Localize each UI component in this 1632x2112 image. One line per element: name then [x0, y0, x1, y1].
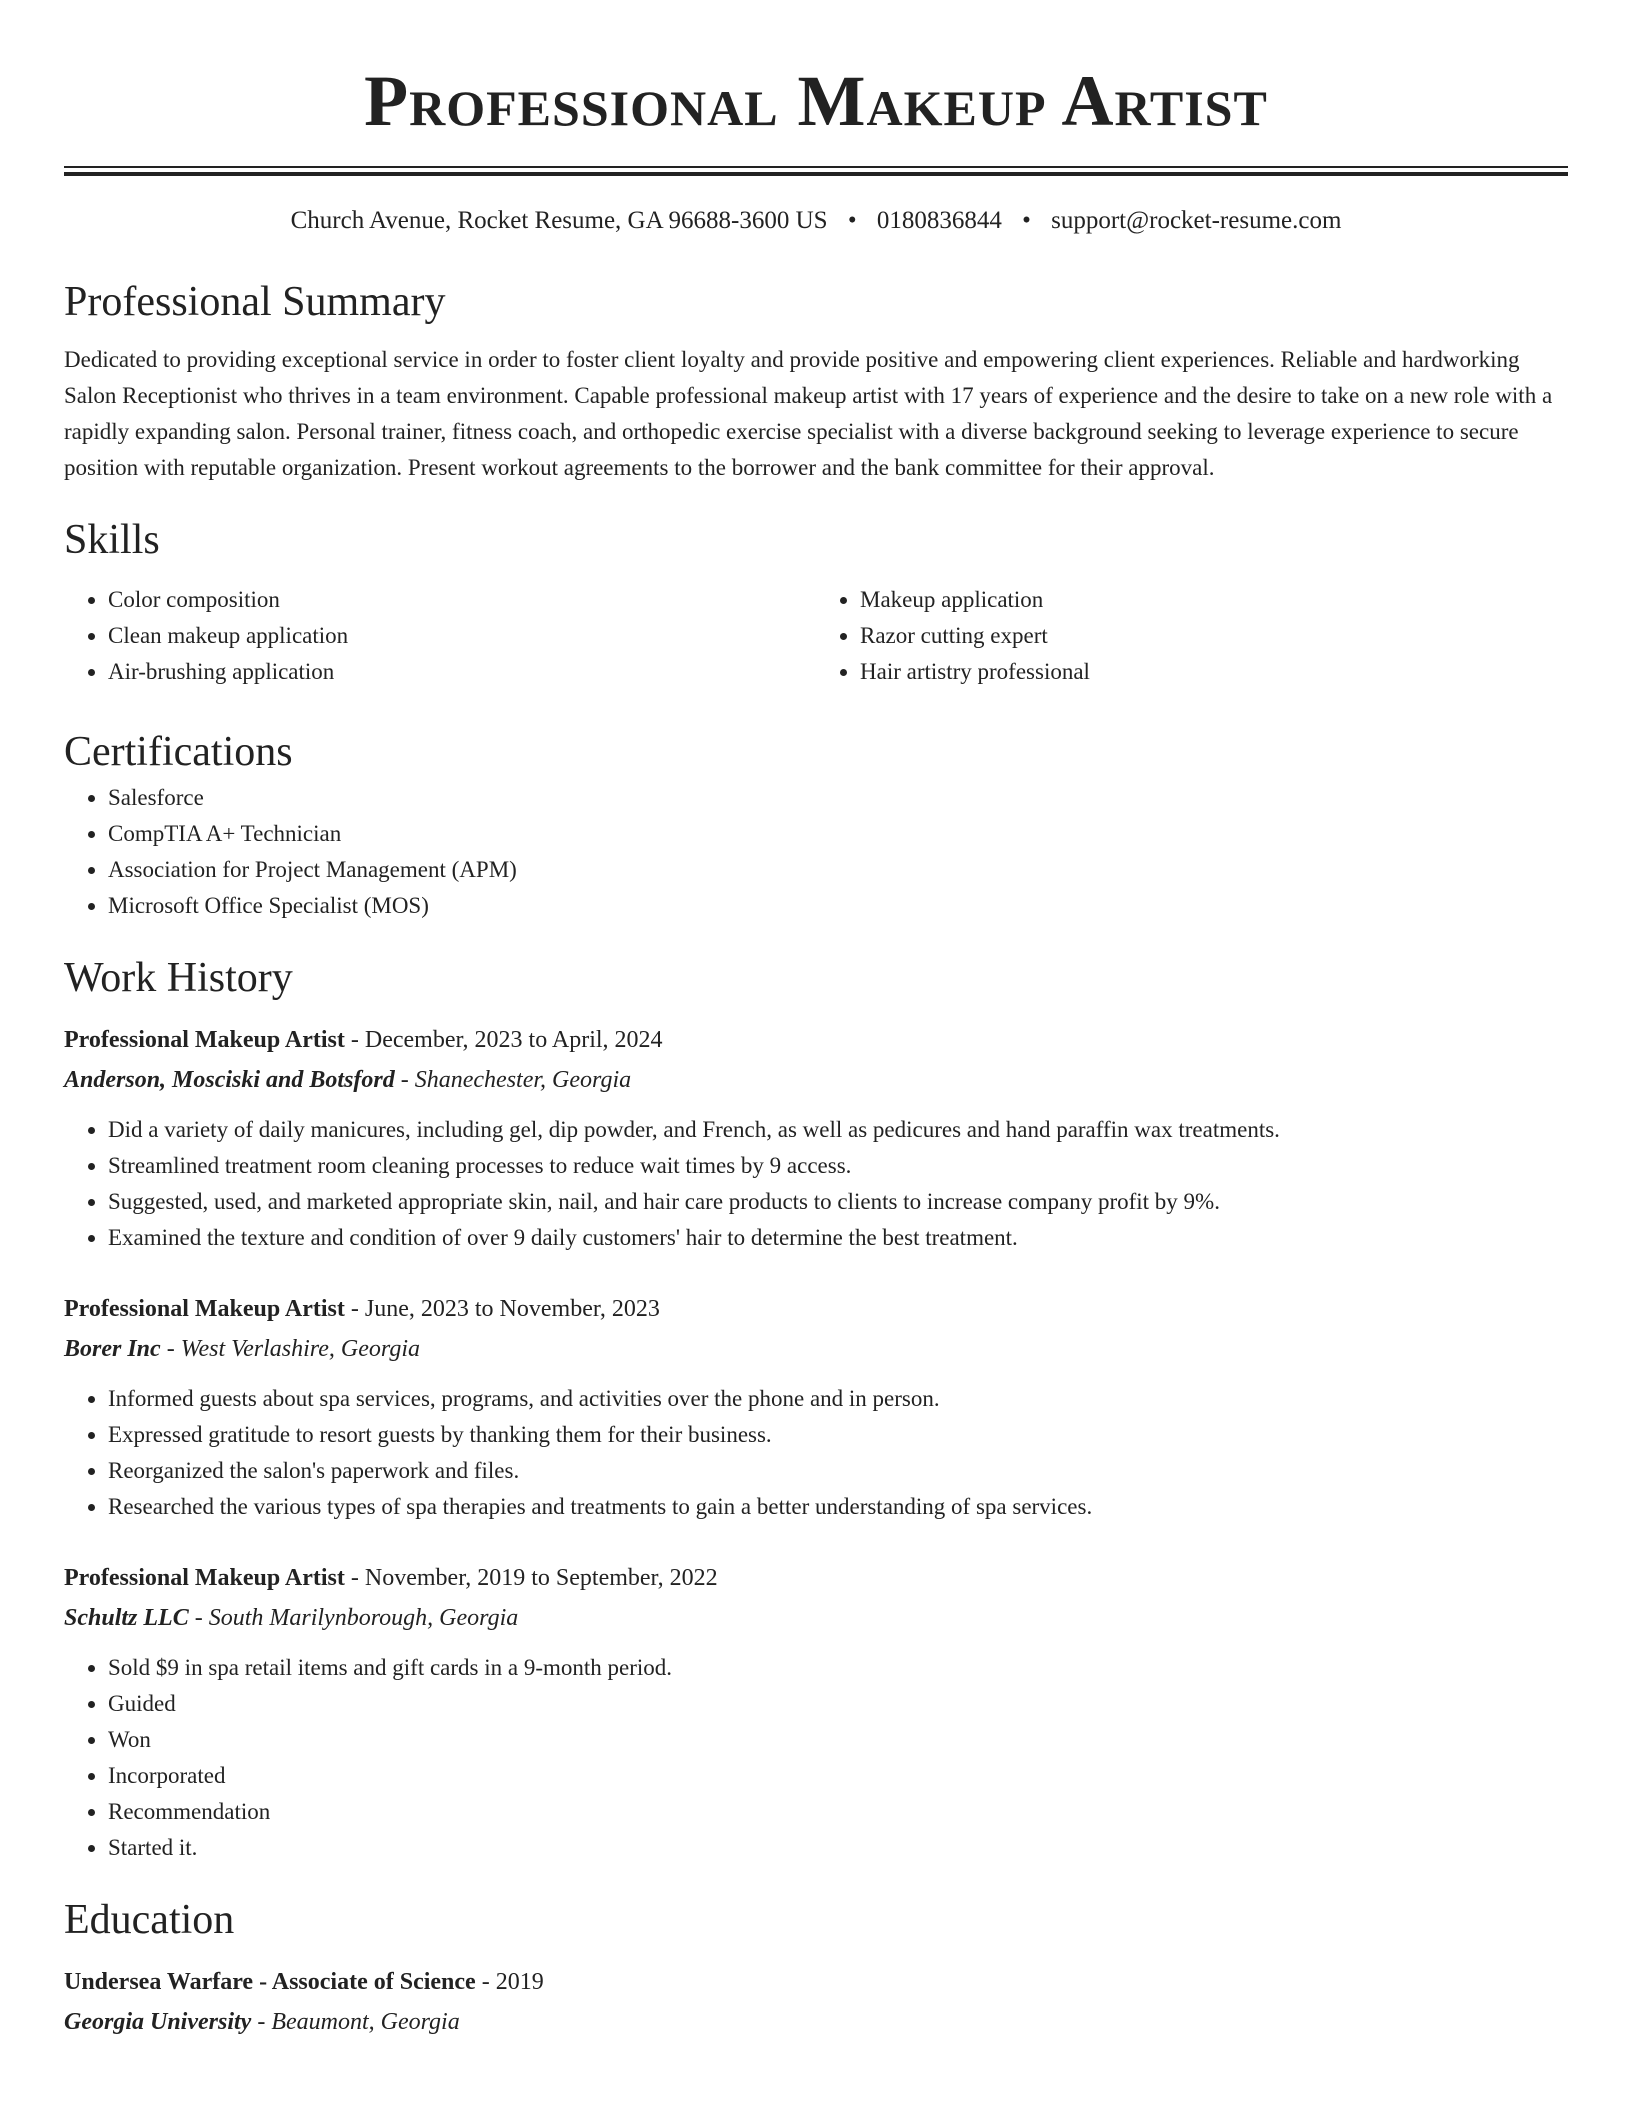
job-title-line — [64, 1020, 1568, 1060]
summary-paragraph: Dedicated to providing exceptional service in order to foster client loyalty and provide positive and empowering client experiences. Reliable and hardworking Salon Receptionist who thrives in a team environment. Capable professional makeup artist with 17 years of experience and the desire to take on a new role with a rapidly expanding salon. Personal trainer, fitness coach, and orthopedic exercise specialist with a diverse background seeking to leverage experience to secure position with reputable organization. Present workout agreements to the borrower and the bank committee for their approval. — [64, 347, 1553, 480]
job-company-line — [64, 1598, 1568, 1638]
education-school: Georgia University — [64, 2009, 252, 2035]
job-location: Shanechester, Georgia — [414, 1067, 632, 1093]
certification-item: • Salesforce — [108, 780, 1568, 816]
certifications-heading: Certifications — [64, 729, 293, 775]
job-dates: December, 2023 to April, 2024 — [364, 1027, 663, 1053]
job-bullets — [64, 1650, 1568, 1866]
job-bullet: • Researched the various types of spa therapies and treatments to gain a better understanding of spa services. — [108, 1489, 1568, 1525]
job-bullets — [64, 1112, 1568, 1256]
job-role: Professional Makeup Artist — [64, 1027, 345, 1053]
education-year: 2019 — [495, 1969, 544, 1995]
certifications-list — [64, 780, 1568, 924]
education-location: Beaumont, Georgia — [271, 2009, 460, 2035]
job-company-line — [64, 1329, 1568, 1369]
job-bullet: • Did a variety of daily manicures, including gel, dip powder, and French, as well as pedicures and hand paraffin wax treatments. — [108, 1112, 1568, 1148]
header-divider — [64, 166, 1568, 168]
job-company-line — [64, 1060, 1568, 1100]
bullet-separator: • — [847, 207, 857, 234]
certification-item: • Association for Project Management (APM) — [108, 852, 1568, 888]
education-degree: Undersea Warfare - Associate of Science — [64, 1969, 476, 1995]
job-location: West Verlashire, Georgia — [180, 1336, 421, 1362]
education-school-line — [64, 2002, 1568, 2042]
resume-name: Professional Makeup Artist — [364, 61, 1268, 141]
dash-separator: - — [344, 1296, 365, 1322]
bullet-separator: • — [1022, 207, 1031, 234]
job-location: South Marilynborough, Georgia — [208, 1605, 519, 1631]
job-role: Professional Makeup Artist — [64, 1565, 345, 1591]
certification-item: • CompTIA A+ Technician — [108, 816, 1568, 852]
dash-separator: - — [188, 1605, 209, 1631]
skill-item: • Clean makeup application — [108, 618, 816, 654]
contact-phone: 0180836844 — [876, 207, 1002, 234]
skill-item: • Makeup application — [860, 582, 1568, 618]
job-entry — [64, 1558, 1568, 1866]
work-history-heading: Work History — [64, 955, 293, 1001]
job-dates: November, 2019 to September, 2022 — [364, 1565, 718, 1591]
job-company: Schultz LLC — [64, 1605, 189, 1631]
job-bullets — [64, 1381, 1568, 1525]
skills-grid — [64, 582, 1568, 690]
certification-item: • Microsoft Office Specialist (MOS) — [108, 888, 1568, 924]
job-dates: June, 2023 to November, 2023 — [364, 1296, 660, 1322]
job-bullet: • Sold $9 in spa retail items and gift cards in a 9-month period. — [108, 1650, 1568, 1686]
dash-separator: - — [344, 1027, 365, 1053]
job-bullet: • Expressed gratitude to resort guests by thanking them for their business. — [108, 1417, 1568, 1453]
dash-separator: - — [394, 1067, 415, 1093]
dash-separator: - — [344, 1565, 365, 1591]
job-bullet: • Started it. — [108, 1830, 1568, 1866]
job-bullet: • Informed guests about spa services, programs, and activities over the phone and in person. — [108, 1381, 1568, 1417]
job-title-line — [64, 1558, 1568, 1598]
summary-heading: Professional Summary — [64, 279, 446, 325]
contact-line — [64, 204, 1568, 238]
skills-column-left — [64, 582, 816, 690]
skill-item: • Hair artistry professional — [860, 654, 1568, 690]
contact-address: Church Avenue, Rocket Resume, GA 96688-3600 US — [290, 207, 828, 234]
job-role: Professional Makeup Artist — [64, 1296, 345, 1322]
job-bullet: • Examined the texture and condition of over 9 daily customers' hair to determine the best treatment. — [108, 1220, 1568, 1256]
dash-separator: - — [251, 2009, 272, 2035]
skills-list-left — [64, 582, 816, 690]
skill-item: • Color composition — [108, 582, 816, 618]
job-bullet: • Won — [108, 1722, 1568, 1758]
job-bullet: • Guided — [108, 1686, 1568, 1722]
skill-item: • Air-brushing application — [108, 654, 816, 690]
education-entry — [64, 1962, 1568, 2042]
skills-column-right — [816, 582, 1568, 690]
dash-separator: - — [475, 1969, 496, 1995]
dash-separator: - — [160, 1336, 181, 1362]
skill-item: • Razor cutting expert — [860, 618, 1568, 654]
job-bullet: • Incorporated — [108, 1758, 1568, 1794]
skills-list-right — [816, 582, 1568, 690]
resume-page — [64, 0, 1568, 2042]
job-entry — [64, 1020, 1568, 1256]
education-degree-line — [64, 1962, 1568, 2002]
job-bullet: • Recommendation — [108, 1794, 1568, 1830]
job-bullet: • Streamlined treatment room cleaning processes to reduce wait times by 9 access. — [108, 1148, 1568, 1184]
job-bullet: • Reorganized the salon's paperwork and files. — [108, 1453, 1568, 1489]
contact-email: support@rocket-resume.com — [1051, 207, 1342, 234]
education-heading: Education — [64, 1897, 235, 1943]
skills-heading: Skills — [64, 517, 160, 563]
job-company: Anderson, Mosciski and Botsford — [64, 1067, 395, 1093]
job-title-line — [64, 1289, 1568, 1329]
job-entry — [64, 1289, 1568, 1525]
job-bullet: • Suggested, used, and marketed appropriate skin, nail, and hair care products to clients to increase company profit by 9%. — [108, 1184, 1568, 1220]
job-company: Borer Inc — [64, 1336, 161, 1362]
